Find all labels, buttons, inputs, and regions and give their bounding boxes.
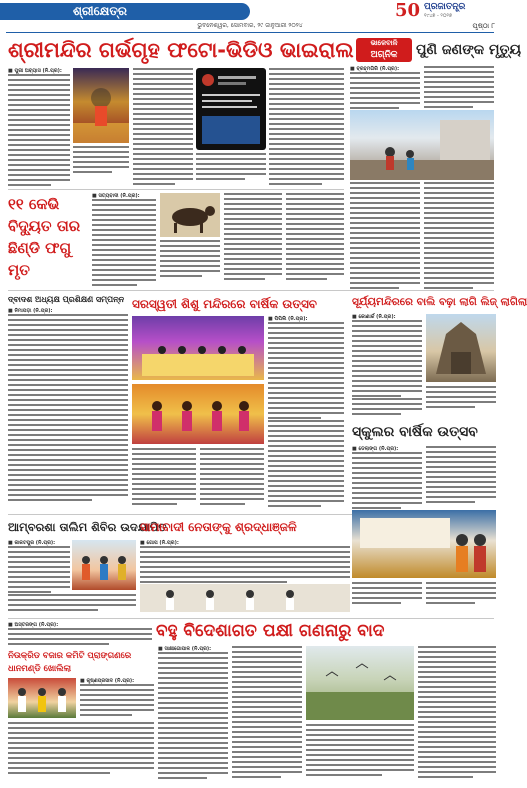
skill-text-col1 xyxy=(8,540,70,590)
market-byline: ■ କୃଷ୍ଣପ୍ରସାଦ (ନି.ପ୍ର): xyxy=(80,678,135,684)
electric-text-col3 xyxy=(224,193,282,285)
electric-text-col1 xyxy=(92,193,156,285)
training-text xyxy=(8,308,128,508)
sun-temple-text-col3 xyxy=(352,398,422,418)
electric-headline: ୧୧ କେଭି ବିଦ୍ୟୁତ ତାର ଛିଣ୍ଡି ଫଗୁ ମୃତ xyxy=(8,195,81,279)
dateline: ଭୁବନେଶ୍ୱର, ସୋମବାର, ୨୯ ଜାନୁଆରୀ ୨୦୨୪ xyxy=(197,22,303,29)
street-photo xyxy=(350,110,494,180)
section-title: ଶ୍ରୀକ୍ଷେତ୍ର xyxy=(72,4,127,18)
school-annual-text-col4 xyxy=(426,582,496,612)
electric-text-col2 xyxy=(160,240,220,285)
lead-text-col1 xyxy=(8,68,70,186)
tribute-byline: ■ ଗୋପ (ନି.ପ୍ର): xyxy=(140,540,179,546)
brand-subtitle: ୧୯୪୭ - ୨୦୨୭ xyxy=(424,13,452,19)
school-headline: ସରସ୍ୱତୀ ଶିଶୁ ମନ୍ଦିରରେ ବାର୍ଷିକ ଉତ୍ସବ xyxy=(132,297,317,311)
market-photo xyxy=(8,678,76,718)
phone-screenshot xyxy=(196,68,266,150)
school-annual-text-col2 xyxy=(426,446,496,506)
birds-text-col4 xyxy=(306,724,414,780)
lead-text-col3 xyxy=(269,68,344,186)
death-headline: ପୁଣି ଜଣଙ୍କ ମୃତ୍ୟୁ xyxy=(416,42,522,58)
skill-byline: ■ କାକଟପୁର (ନି.ପ୍ର): xyxy=(8,540,56,546)
sun-temple-text-col1 xyxy=(352,314,422,394)
lead-headline: ଶ୍ରୀମନ୍ଦିର ଗର୍ଭଗୃହ ଫଟୋ-ଭିଡିଓ ଭାଇରାଲ xyxy=(8,38,354,62)
sun-temple-photo xyxy=(426,314,496,382)
market-text-col2 xyxy=(8,722,154,780)
bullock-photo xyxy=(160,193,220,237)
temple-photo xyxy=(73,68,129,143)
divider xyxy=(8,618,494,619)
market-text-col1 xyxy=(80,678,154,718)
page-number: ପୃଷ୍ଠା ୮ xyxy=(472,22,495,30)
death-byline: ■ ବ୍ରହ୍ମଗିରି (ନି.ପ୍ର): xyxy=(350,66,400,72)
training-byline: ■ ନିମାପଡ଼ା (ନି.ପ୍ର): xyxy=(8,308,53,314)
school-stage-photo xyxy=(132,316,264,380)
tribute-photo xyxy=(140,584,350,612)
market-headline: ନିଉକ୍ରିଡ ବଜାର କମିଟି ପ୍ରାଙ୍ଗଣରେ ଧାନମଣ୍ଡି ଖୋଲିଲା xyxy=(8,651,132,674)
lead-byline: ■ ପୁରୀ ଅବ୍ୟାସ (ନି.ପ୍ର): xyxy=(8,68,62,74)
school-annual-photo xyxy=(352,510,496,578)
school-text-col4 xyxy=(200,448,264,512)
anniversary-logo: 50 xyxy=(395,0,421,21)
birds-text-col2 xyxy=(232,646,302,780)
birds-byline: ■ ସାକ୍ଷୀଗୋପାଳ (ନି.ପ୍ର): xyxy=(158,646,212,652)
death-tag-line2: ଅଗ୍ନିକ xyxy=(370,50,398,60)
sun-temple-byline: ■ କୋଣାର୍କ (ନି.ପ୍ର): xyxy=(352,314,396,320)
tribute-headline: ସାମାବାଦୀ ନେତାଙ୍କୁ ଶ୍ରଦ୍ଧାଞ୍ଜଳି xyxy=(140,520,297,534)
school-annual-text-col3 xyxy=(352,582,422,612)
divider xyxy=(8,189,344,190)
death-tag-line1: ଭାଳେବାଳି xyxy=(370,39,398,47)
school-annual-byline: ■ ଡେଲାଙ୍ଗ (ନି.ପ୍ର): xyxy=(352,446,399,452)
sun-temple-headline: ସୂର୍ଯ୍ୟମନ୍ଦିରରେ ବାଲି ବଢ଼ା ଲାଗି ଲିଜ୍ ଲାଗିଲା xyxy=(352,296,527,308)
divider xyxy=(8,290,494,291)
masthead xyxy=(0,0,500,22)
skill-text-col2 xyxy=(8,594,136,616)
skill-headline: ଆମ୍ବରଶା ତାଲିମ ଶିବିର ଉଦଯାପିତ xyxy=(8,520,167,534)
school-text-col1 xyxy=(268,316,344,416)
market-intro-byline: ■ ଅସ୍ତରଙ୍ଗ (ନି.ପ୍ର): xyxy=(8,622,59,628)
sun-temple-text-col2 xyxy=(426,386,496,416)
skill-photo xyxy=(72,540,136,590)
electric-text-col4 xyxy=(286,193,344,285)
death-text-col2 xyxy=(424,66,494,106)
tribute-text xyxy=(140,540,350,582)
photo-caption xyxy=(73,146,129,186)
training-small-headline: ଦ୍ବାଦଶ ଅଧ୍ୟକ୍ଷ ପ୍ରଶିକ୍ଷଣ ସମ୍ପନ୍ନ xyxy=(8,295,125,304)
school-text-col3 xyxy=(132,448,196,512)
birds-headline: ବହୁ ବିଦେଶାଗତ ପକ୍ଷୀ ଗଣନାରୁ ବାଦ xyxy=(156,621,385,641)
electric-byline: ■ ସତ୍ୟବାଦୀ (ନି.ପ୍ର): xyxy=(92,193,140,199)
death-text-col1 xyxy=(350,66,420,106)
lead-text-col2 xyxy=(133,68,193,186)
newspaper-brand: ପ୍ରଜାତନ୍ତ୍ର xyxy=(424,2,466,12)
death-tag xyxy=(356,38,412,62)
death-text-col4 xyxy=(424,182,494,292)
school-dance-photo xyxy=(132,384,264,444)
birds-text-col3 xyxy=(418,646,496,780)
birds-text-col1 xyxy=(158,646,228,780)
school-annual-headline: ସ୍କୁଲର ବାର୍ଷିକ ଉତ୍ସବ xyxy=(352,424,478,440)
school-text-col2 xyxy=(268,420,344,512)
divider xyxy=(8,514,352,515)
lead-text-col4 xyxy=(196,153,266,186)
school-annual-text-col1 xyxy=(352,446,422,506)
market-intro-text xyxy=(8,622,152,648)
death-text-col3 xyxy=(350,182,420,292)
masthead-rule xyxy=(6,32,494,33)
birds-photo xyxy=(306,646,414,720)
school-byline: ■ ପିପିଲି (ନି.ପ୍ର): xyxy=(268,316,308,322)
